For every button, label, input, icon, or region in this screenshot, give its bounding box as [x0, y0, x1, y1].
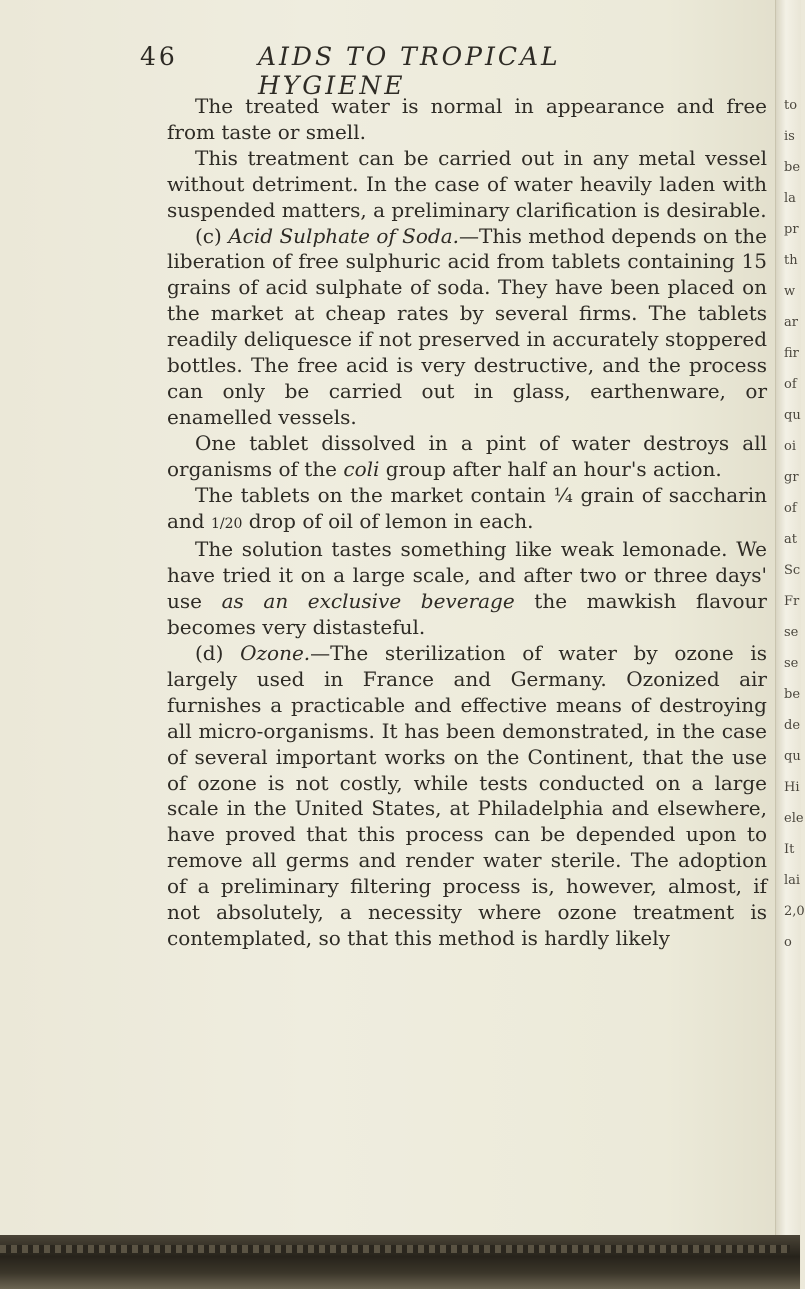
running-title: AIDS TO TROPICAL HYGIENE	[258, 42, 561, 100]
facing-page-fragment: is	[784, 129, 795, 144]
saccharin-text-2: grain of saccharin and	[167, 482, 768, 533]
paragraph-lemonade	[167, 537, 767, 641]
section-heading-ozone: Ozone.	[240, 641, 311, 666]
facing-page-fragment: gr	[784, 470, 799, 485]
facing-page-fragment: be	[784, 160, 801, 175]
facing-page-fragment: de	[784, 718, 801, 733]
facing-page-fragment: ele	[784, 811, 804, 826]
facing-page-fragment: se	[784, 656, 799, 671]
facing-page-fragment: se	[784, 625, 799, 640]
saccharin-text-3: drop of oil of lemon in each.	[242, 508, 534, 533]
facing-page-fragment: Hi	[784, 780, 800, 795]
facing-page-fragment: of	[784, 377, 797, 392]
facing-page-fragment: oi	[784, 439, 796, 454]
paragraph-metal-vessel: This treatment can be carried out in any metal vessel without detriment. In the case of water heavily laden with suspended matters, a preliminary clarification is desirable.	[167, 145, 767, 222]
fraction-quarter: ¼	[553, 482, 573, 507]
paragraph-coli	[167, 431, 767, 483]
section-marker-d: (d)	[195, 641, 224, 666]
facing-page-fragment: qu	[784, 749, 801, 764]
body-text	[167, 94, 767, 952]
facing-page-fragment: of	[784, 501, 797, 516]
facing-page-fragment: lai	[784, 873, 801, 888]
bottom-edge-strip	[0, 1245, 790, 1253]
lemonade-italic: as an exclusive beverage	[221, 589, 515, 614]
coli-text-after: group after half an hour's action.	[379, 456, 722, 481]
facing-page-fragment: Fr	[784, 594, 800, 609]
section-ozone	[167, 641, 767, 952]
facing-page-fragment: 2,0	[784, 904, 805, 919]
paragraph-treated-water: The treated water is normal in appearance and free from taste or smell.	[167, 94, 767, 144]
facing-page-fragment: ar	[784, 315, 798, 330]
facing-page-fragment: o	[784, 935, 792, 950]
facing-page-fragment: be	[784, 687, 801, 702]
bottom-edge-band	[0, 1235, 800, 1289]
lemonade-text-after: the mawkish flavour becomes very distasteful.	[167, 589, 767, 640]
section-acid-sulphate	[167, 224, 767, 431]
section-heading-acid-sulphate: Acid Sulphate of Soda.	[228, 223, 460, 248]
page-number: 46	[140, 42, 178, 71]
facing-page-fragment: la	[784, 191, 796, 206]
saccharin-text-1: The tablets on the market contain	[195, 482, 554, 507]
facing-page-fragment: fir	[784, 346, 799, 361]
facing-page-fragment: at	[784, 532, 797, 547]
paragraph-saccharin	[167, 483, 767, 538]
facing-page-fragment: pr	[784, 222, 799, 237]
fraction-twentieth: 1/20	[210, 515, 243, 532]
section-text-acid-sulphate: —This method depends on the liberation of free sulphuric acid from tablets containing 15 grains of acid sulphate of soda. They have been placed on the market at cheap rates by several firms. The tablets readily deliquesce if not preserved in accurately stoppered bottles. The free acid is very destructive, and the process can only be carried out in glass, earthenware, or enamelled vessels.	[167, 223, 767, 429]
facing-page-edge	[784, 0, 805, 1150]
coli-text-before: One tablet dissolved in a pint of water destroys all organisms of the	[167, 430, 767, 481]
facing-page-fragment: It	[784, 842, 795, 857]
facing-page-fragment: th	[784, 253, 798, 268]
section-marker-c: (c)	[195, 223, 222, 248]
page-header	[140, 42, 700, 100]
facing-page-fragment: to	[784, 98, 798, 113]
facing-page-fragment: w	[784, 284, 796, 299]
coli-italic: coli	[343, 456, 380, 481]
lemonade-text-before: The solution tastes something like weak lemonade. We have tried it on a large scale, and after two or three days' use	[167, 537, 767, 614]
section-text-ozone: —The sterilization of water by ozone is largely used in France and Germany. Ozonized air furnishes a practicable and effective means of destroying all micro-organisms. It has been demonstrated, in the case of several important works on the Continent, that the use of ozone is not costly, while tests conducted on a large scale in the United States, at Philadelphia and elsewhere, have proved that this process can be depended upon to remove all germs and render water sterile. The adoption of a preliminary filtering process is, however, almost, if not absolutely, a necessity where ozone treatment is contemplated, so that this method is hardly likely	[167, 641, 768, 950]
facing-page-fragment: Sc	[784, 563, 801, 578]
facing-page-fragment: qu	[784, 408, 801, 423]
